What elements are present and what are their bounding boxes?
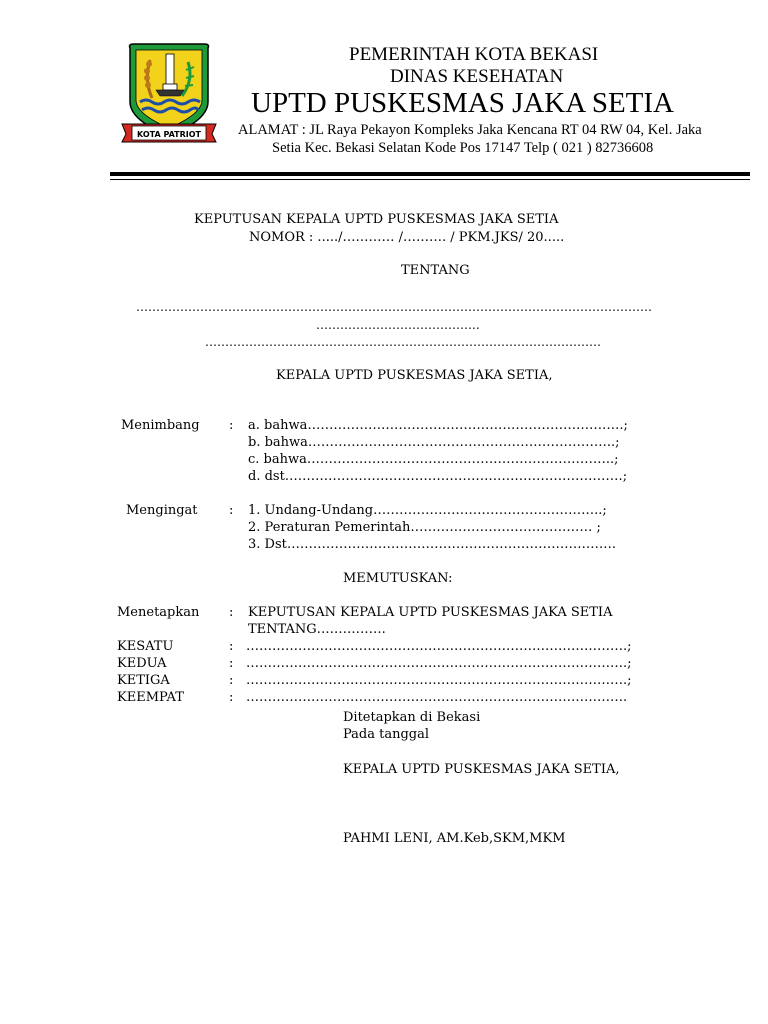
diktum-label: KEDUA xyxy=(117,656,167,671)
signature-place: Ditetapkan di Bekasi xyxy=(343,710,481,725)
diktum-text: ……………………………………………………………………………. xyxy=(246,690,628,705)
mengingat-colon: : xyxy=(229,503,234,518)
menetapkan-label: Menetapkan xyxy=(117,605,200,620)
signature-date: Pada tanggal xyxy=(343,727,430,742)
diktum-colon: : xyxy=(229,673,234,688)
header-divider-thick xyxy=(110,172,750,176)
mengingat-item: 2. Peraturan Pemerintah…………………………………… ; xyxy=(248,520,601,535)
diktum-label: KEEMPAT xyxy=(117,690,184,705)
issuer-heading: KEPALA UPTD PUSKESMAS JAKA SETIA, xyxy=(276,368,553,383)
menimbang-item: c. bahwa……………………………………………………………..; xyxy=(248,452,619,467)
memutuskan-heading: MEMUTUSKAN: xyxy=(343,571,453,586)
kota-bekasi-emblem xyxy=(116,40,222,146)
diktum-text: …………………………………………………………………………….; xyxy=(246,673,632,688)
header-address-line1: ALAMAT : JL Raya Pekayon Kompleks Jaka Kencana RT 04 RW 04, Kel. Jaka xyxy=(238,122,702,138)
mengingat-label: Mengingat xyxy=(126,503,198,518)
menimbang-item: b. bahwa……………………………………………………………..; xyxy=(248,435,620,450)
diktum-colon: : xyxy=(229,656,234,671)
signature-position: KEPALA UPTD PUSKESMAS JAKA SETIA, xyxy=(343,762,620,777)
diktum-label: KESATU xyxy=(117,639,174,654)
menimbang-colon: : xyxy=(229,418,234,433)
document-number: NOMOR : ...../………… /………. / PKM.JKS/ 20..... xyxy=(249,230,565,245)
diktum-text: …………………………………………………………………………….; xyxy=(246,656,632,671)
tentang-heading: TENTANG xyxy=(401,263,470,278)
subject-dots-line3: ……………………………………………………………………………………… xyxy=(205,335,601,349)
header-government: PEMERINTAH KOTA BEKASI xyxy=(349,44,599,65)
menimbang-label: Menimbang xyxy=(121,418,200,433)
header-organization: UPTD PUSKESMAS JAKA SETIA xyxy=(251,87,674,119)
mengingat-item: 1. Undang-Undang……………………………………………..; xyxy=(248,503,607,518)
menimbang-item: a. bahwa……………………………………………………………….; xyxy=(248,418,628,433)
signatory-name: PAHMI LENI, AM.Keb,SKM,MKM xyxy=(343,831,566,846)
menetapkan-text: KEPUTUSAN KEPALA UPTD PUSKESMAS JAKA SETIA xyxy=(248,605,613,620)
diktum-colon: : xyxy=(229,690,234,705)
header-address-line2: Setia Kec. Bekasi Selatan Kode Pos 17147 Telp ( 021 ) 82736608 xyxy=(272,140,654,156)
diktum-colon: : xyxy=(229,639,234,654)
menetapkan-tentang: TENTANG……………. xyxy=(248,622,386,637)
menetapkan-colon: : xyxy=(229,605,234,620)
subject-dots-line2: ………………………………….. xyxy=(316,318,480,332)
header-department: DINAS KESEHATAN xyxy=(390,66,564,87)
subject-dots-line1: ………………………………………………………………………………………………………………… xyxy=(136,300,652,314)
menimbang-item: d. dst……………………………………………………………………; xyxy=(248,469,628,484)
document-title: KEPUTUSAN KEPALA UPTD PUSKESMAS JAKA SETIA xyxy=(194,212,559,227)
header-divider-thin xyxy=(110,179,750,180)
logo-banner-text: KOTA PATRIOT xyxy=(136,130,202,139)
diktum-label: KETIGA xyxy=(117,673,170,688)
diktum-text: …………………………………………………………………………….; xyxy=(246,639,632,654)
mengingat-item: 3. Dst…………………………………………………………………. xyxy=(248,537,616,552)
